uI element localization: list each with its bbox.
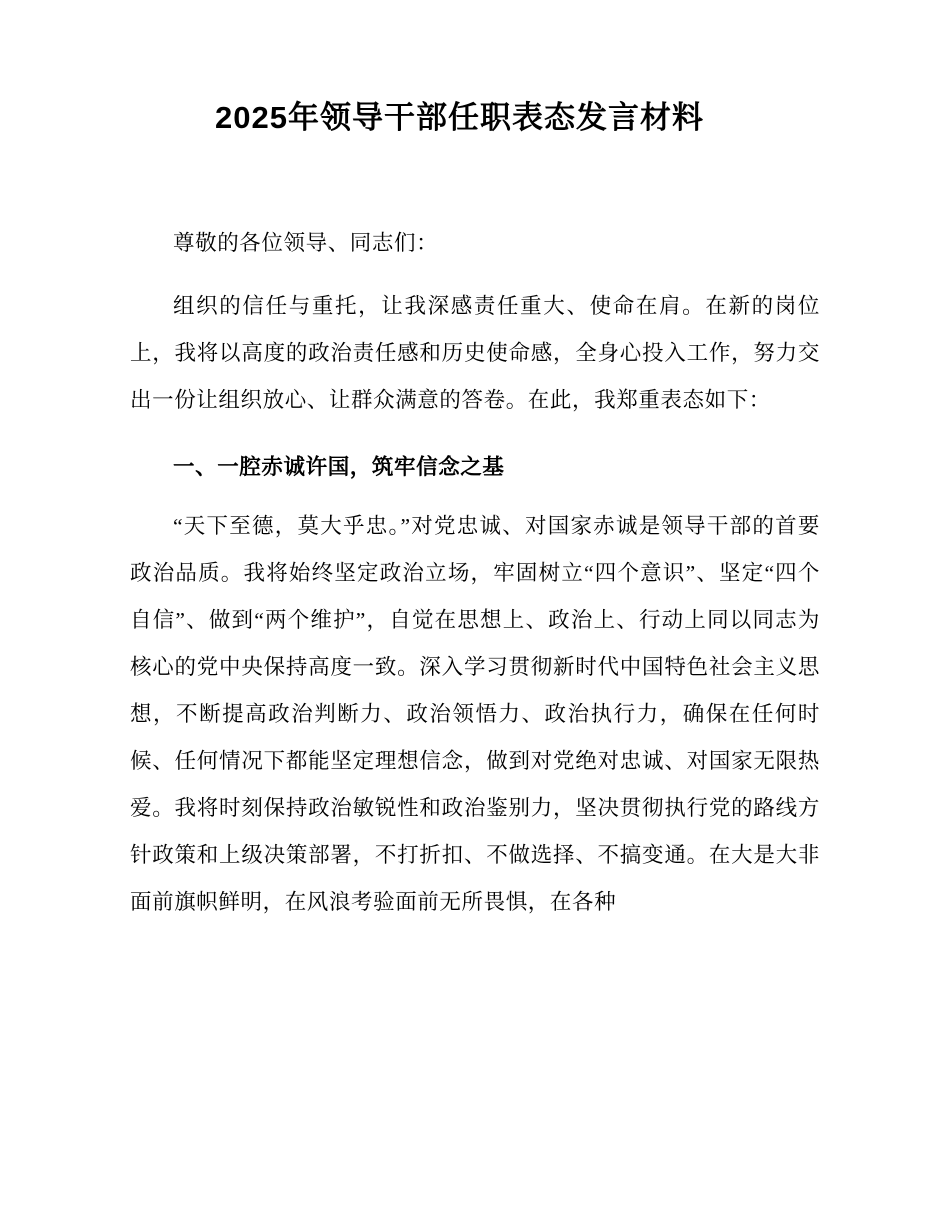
section-heading-1: 一、一腔赤诚许国，筑牢信念之基 bbox=[173, 454, 505, 479]
document-body bbox=[130, 220, 820, 926]
section-paragraph-1: “天下至德，莫大乎忠。”对党忠诚、对国家赤诚是领导干部的首要政治品质。我将始终坚定政治立场，牢固树立“四个意识”、坚定“四个自信”、做到“两个维护”，自觉在思想上、政治上、行动上同以同志为核心的党中央保持高度一致。深入学习贯彻新时代中国特色社会主义思想，不断提高政治判断力、政治领悟力、政治执行力，确保在任何时候、任何情况下都能坚定理想信念，做到对党绝对忠诚、对国家无限热爱。我将时刻保持政治敏锐性和政治鉴别力，坚决贯彻执行党的路线方针政策和上级决策部署，不打折扣、不做选择、不搞变通。在大是大非面前旗帜鲜明，在风浪考验面前无所畏惧，在各种 bbox=[130, 513, 820, 914]
page-title: 2025年领导干部任职表态发言材料 bbox=[215, 100, 704, 135]
salutation-paragraph: 尊敬的各位领导、同志们： bbox=[173, 230, 439, 255]
intro-paragraph: 组织的信任与重托，让我深感责任重大、使命在肩。在新的岗位上，我将以高度的政治责任感和历史使命感，全身心投入工作，努力交出一份让组织放心、让群众满意的答卷。在此，我郑重表态如下： bbox=[130, 293, 820, 412]
